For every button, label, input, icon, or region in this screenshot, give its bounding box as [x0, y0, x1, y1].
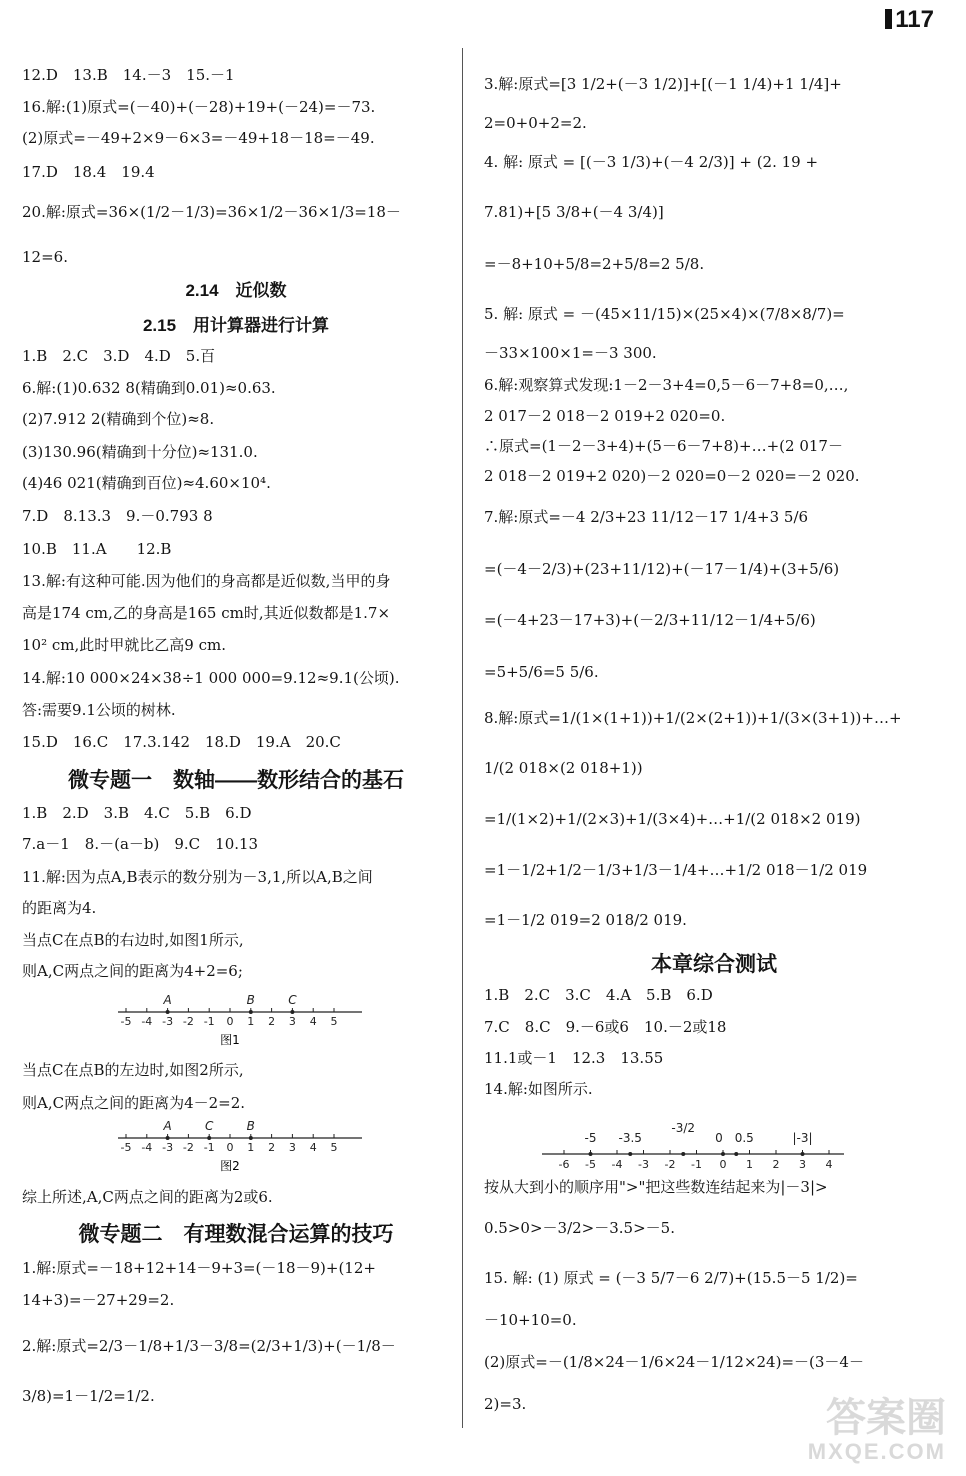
answer-line: －10+10=0.: [484, 1311, 577, 1329]
tick-label: 3: [288, 1015, 296, 1028]
answer-line: 2)=3.: [484, 1395, 527, 1413]
answer-line: 14.解:10 000×24×38÷1 000 000=9.12≈9.1(公顷).: [22, 669, 400, 687]
tick-label: -1: [691, 1158, 702, 1171]
answer-line: 1.B 2.C 3.C 4.A 5.B 6.D: [484, 986, 713, 1004]
point-label: |-3|: [792, 1131, 813, 1145]
answer-line: 7.81)+[5 3/8+(－4 3/4)]: [484, 203, 664, 221]
answer-line: 12=6.: [22, 248, 68, 266]
section-title: 2.15 用计算器进行计算: [142, 316, 330, 335]
answer-line: (2)7.912 2(精确到个位)≈8.: [22, 410, 215, 428]
tick-label: 3: [288, 1141, 296, 1154]
answer-line: (2)原式=－49+2×9－6×3=－49+18－18=－49.: [22, 129, 375, 147]
tick-label: -2: [182, 1015, 194, 1028]
answer-line: 20.解:原式=36×(1/2－1/3)=36×1/2－36×1/3=18－: [22, 203, 401, 221]
answer-line: 则A,C两点之间的距离为4－2=2.: [22, 1094, 246, 1112]
tick-label: 5: [330, 1015, 338, 1028]
answer-line: 1.解:原式=－18+12+14－9+3=(－18－9)+(12+: [22, 1259, 376, 1277]
tick-label: 2: [772, 1158, 780, 1171]
tick-label: 4: [825, 1158, 833, 1171]
answer-line: 14+3)=－27+29=2.: [22, 1291, 175, 1309]
tick-label: -1: [203, 1015, 215, 1028]
answer-line: 7.D 8.13.3 9.－0.793 8: [22, 507, 213, 525]
page-number: 117: [885, 6, 934, 34]
answer-line: 高是174 cm,乙的身高是165 cm时,其近似数都是1.7×: [22, 604, 391, 622]
figure-caption: 图1: [220, 1033, 240, 1047]
answer-line: －33×100×1=－3 300.: [484, 344, 657, 362]
tick-label: 2: [268, 1141, 276, 1154]
point-label: 0: [715, 1131, 723, 1145]
tick-label: -2: [664, 1158, 676, 1171]
point-marker: [166, 1010, 170, 1014]
answer-line: 的距离为4.: [22, 899, 97, 917]
answer-line: (3)130.96(精确到十分位)≈131.0.: [22, 443, 258, 461]
section-title: 本章综合测试: [651, 953, 777, 976]
figure-caption: 图2: [220, 1159, 240, 1173]
tick-label: -4: [611, 1158, 623, 1171]
tick-label: 0: [719, 1158, 727, 1171]
tick-label: -4: [141, 1015, 153, 1028]
answer-line: 4. 解: 原式 = [(－3 1/3)+(－4 2/3)] + (2. 19 +: [484, 153, 819, 171]
answer-line: 11.解:因为点A,B表示的数分别为－3,1,所以A,B之间: [22, 868, 373, 886]
section-title: 2.14 近似数: [185, 281, 287, 300]
number-line-figure-1: [22, 992, 450, 1054]
answer-line: 5. 解: 原式 = －(45×11/15)×(25×4)×(7/8×8/7)=: [484, 305, 845, 323]
tick-label: -5: [585, 1158, 596, 1171]
answer-line: 1.B 2.C 3.D 4.D 5.百: [22, 347, 216, 365]
answer-line: 1.B 2.D 3.B 4.C 5.B 6.D: [22, 804, 252, 822]
answer-line: ∴原式=(1－2－3+4)+(5－6－7+8)+…+(2 017－: [484, 437, 843, 455]
answer-line: 2 018－2 019+2 020)－2 020=0－2 020=－2 020.: [484, 467, 860, 485]
answer-line: 按从大到小的顺序用">"把这些数连结起来为|－3|>: [484, 1178, 828, 1196]
point-marker: [589, 1152, 593, 1156]
point-label: A: [163, 1119, 172, 1133]
tick-label: -4: [141, 1141, 153, 1154]
column-divider: [462, 48, 463, 1428]
number-line-figure-3: [484, 1114, 944, 1178]
answer-line: 3/8)=1－1/2=1/2.: [22, 1387, 155, 1405]
answer-line: 17.D 18.4 19.4: [22, 163, 155, 181]
watermark-url: MXQE.COM: [807, 1438, 946, 1464]
answer-line: =1－1/2+1/2－1/3+1/3－1/4+…+1/2 018－1/2 019: [484, 861, 868, 879]
tick-label: 4: [309, 1015, 317, 1028]
answer-line: 当点C在点B的右边时,如图1所示,: [22, 931, 244, 949]
number-line-figure-2: [22, 1118, 450, 1180]
answer-line: 则A,C两点之间的距离为4+2=6;: [22, 962, 243, 980]
answer-line: 当点C在点B的左边时,如图2所示,: [22, 1061, 244, 1079]
tick-label: 5: [330, 1141, 338, 1154]
answer-line: 13.解:有这种可能.因为他们的身高都是近似数,当甲的身: [22, 572, 391, 590]
answer-line: 12.D 13.B 14.－3 15.－1: [22, 66, 235, 84]
watermark: [808, 1396, 946, 1464]
answer-line: 6.解:观察算式发现:1－2－3+4=0,5－6－7+8=0,…,: [484, 376, 849, 394]
answer-line: 14.解:如图所示.: [484, 1080, 593, 1098]
answer-line: 7.a－1 8.－(a－b) 9.C 10.13: [22, 835, 259, 853]
tick-label: 0: [226, 1015, 234, 1028]
tick-label: -5: [120, 1015, 132, 1028]
page-mark-icon: [885, 9, 892, 29]
answer-line: 10² cm,此时甲就比乙高9 cm.: [22, 636, 226, 654]
point-marker: [249, 1136, 253, 1140]
tick-label: 0: [226, 1141, 234, 1154]
number-line-svg: [484, 1114, 944, 1178]
number-line-svg: [22, 1118, 450, 1180]
point-marker: [249, 1010, 253, 1014]
answer-line: 6.解:(1)0.632 8(精确到0.01)≈0.63.: [22, 379, 276, 397]
point-label: C: [288, 993, 297, 1007]
answer-line: 7.解:原式=－4 2/3+23 11/12－17 1/4+3 5/6: [484, 508, 809, 526]
tick-label: -1: [203, 1141, 215, 1154]
point-marker: [290, 1010, 294, 1014]
answer-line: 11.1或－1 12.3 13.55: [484, 1049, 664, 1067]
answer-line: =5+5/6=5 5/6.: [484, 663, 599, 681]
point-marker: [166, 1136, 170, 1140]
answer-line: =(－4－2/3)+(23+11/12)+(－17－1/4)+(3+5/6): [484, 560, 840, 578]
answer-line: (2)原式=－(1/8×24－1/6×24－1/12×24)=－(3－4－: [484, 1353, 864, 1371]
number-line-svg: [22, 992, 450, 1054]
tick-label: -3: [638, 1158, 649, 1171]
answer-line: =(－4+23－17+3)+(－2/3+11/12－1/4+5/6): [484, 611, 816, 629]
tick-label: -2: [182, 1141, 194, 1154]
tick-label: -3: [162, 1141, 174, 1154]
point-label: 0.5: [734, 1131, 754, 1145]
tick-label: -5: [120, 1141, 132, 1154]
answer-line: 10.B 11.A 12.B: [22, 540, 172, 558]
answer-line: =1－1/2 019=2 018/2 019.: [484, 911, 687, 929]
point-marker: [721, 1152, 725, 1156]
point-label: -3/2: [671, 1121, 696, 1135]
answer-line: 综上所述,A,C两点之间的距离为2或6.: [22, 1188, 273, 1206]
section-title: 微专题二 有理数混合运算的技巧: [78, 1223, 394, 1246]
point-label: A: [163, 993, 172, 1007]
tick-label: 3: [799, 1158, 806, 1171]
point-marker: [681, 1152, 685, 1156]
tick-label: 2: [268, 1015, 276, 1028]
answer-line: 2.解:原式=2/3－1/8+1/3－3/8=(2/3+1/3)+(－1/8－: [22, 1337, 396, 1355]
point-label: B: [246, 993, 255, 1007]
tick-label: -3: [162, 1015, 174, 1028]
answer-line: 15. 解: (1) 原式 = (－3 5/7－6 2/7)+(15.5－5 1/2)=: [484, 1269, 858, 1287]
point-label: -3.5: [618, 1131, 642, 1145]
tick-label: 4: [309, 1141, 317, 1154]
answer-line: 1/(2 018×(2 018+1)): [484, 759, 643, 777]
section-title: 微专题一 数轴——数形结合的基石: [68, 769, 404, 792]
answer-line: 15.D 16.C 17.3.142 18.D 19.A 20.C: [22, 733, 341, 751]
point-label: C: [205, 1119, 214, 1133]
point-marker: [628, 1152, 632, 1156]
answer-line: 答:需要9.1公顷的树林.: [22, 701, 176, 719]
point-marker: [207, 1136, 211, 1140]
point-label: B: [246, 1119, 255, 1133]
answer-line: =－8+10+5/8=2+5/8=2 5/8.: [484, 255, 705, 273]
answer-line: 8.解:原式=1/(1×(1+1))+1/(2×(2+1))+1/(3×(3+1))+…+: [484, 709, 902, 727]
point-label: -5: [584, 1131, 597, 1145]
watermark-logo: 答案圈: [826, 1395, 946, 1440]
answer-line: (4)46 021(精确到百位)≈4.60×10⁴.: [22, 474, 271, 492]
answer-line: 3.解:原式=[3 1/2+(－3 1/2)]+[(－1 1/4)+1 1/4]+: [484, 75, 842, 93]
answer-line: 7.C 8.C 9.－6或6 10.－2或18: [484, 1018, 727, 1036]
answer-line: 2=0+0+2=2.: [484, 114, 587, 132]
answer-line: 2 017－2 018－2 019+2 020=0.: [484, 407, 726, 425]
tick-label: 1: [746, 1158, 753, 1171]
tick-label: 1: [247, 1141, 255, 1154]
tick-label: -6: [558, 1158, 570, 1171]
answer-line: =1/(1×2)+1/(2×3)+1/(3×4)+…+1/(2 018×2 019): [484, 810, 861, 828]
point-marker: [734, 1152, 738, 1156]
tick-label: 1: [247, 1015, 255, 1028]
answer-line: 0.5>0>－3/2>－3.5>－5.: [484, 1219, 675, 1237]
point-marker: [801, 1152, 805, 1156]
answer-line: 16.解:(1)原式=(－40)+(－28)+19+(－24)=－73.: [22, 98, 376, 116]
